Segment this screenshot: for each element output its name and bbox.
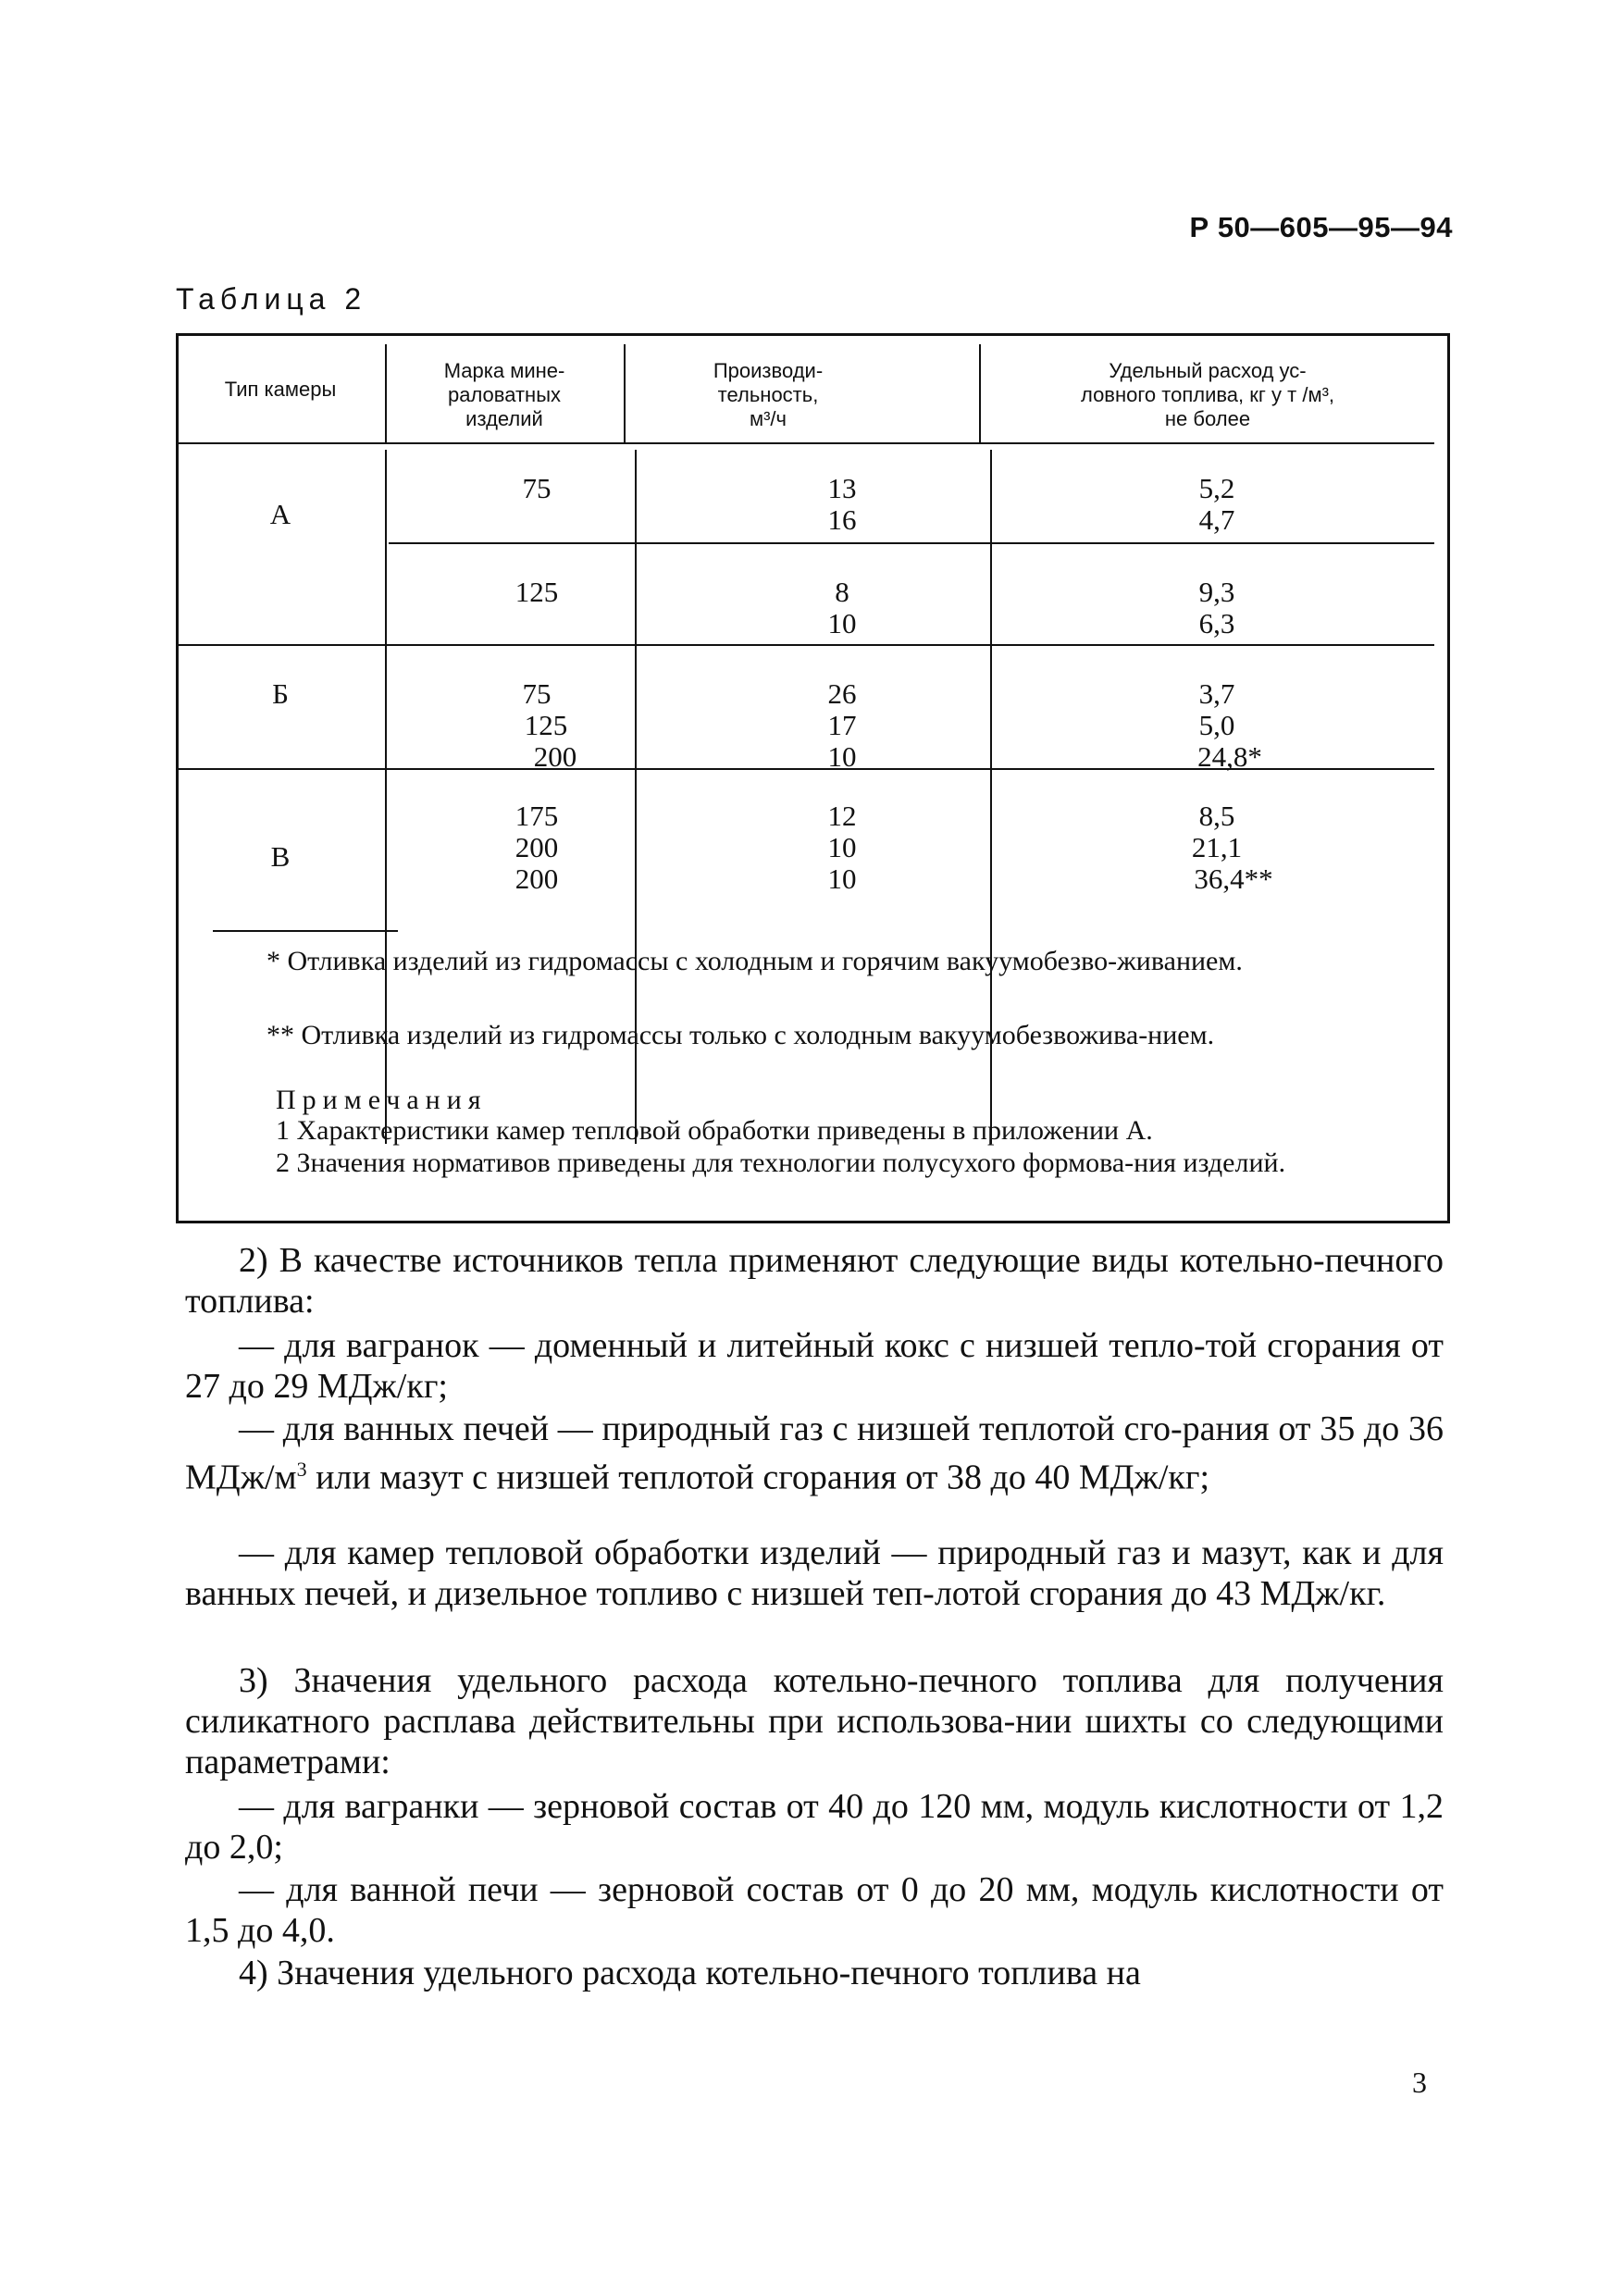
cell-perf: 13 (827, 472, 857, 504)
row-divider (176, 644, 1434, 646)
cell-type-a: А (269, 498, 291, 530)
cell-perf: 8 (835, 576, 849, 608)
table-border-top (176, 333, 1450, 336)
cell-fuel: 6,3 (1198, 607, 1235, 639)
paragraph-cupola: — для вагранки — зерновой состав от 40 до 120 мм, модуль кислотности от 1,2 до 2,0; (185, 1787, 1444, 1867)
cell-fuel: 4,7 (1198, 503, 1235, 536)
cell-fuel: 21,1 (1191, 831, 1243, 863)
header-performance: Производи- тельность, м³/ч (713, 359, 824, 430)
cell-fuel: 9,3 (1198, 576, 1235, 608)
cell-brand: 75 (522, 472, 552, 504)
notes-title: Примечания (276, 1085, 488, 1115)
paragraph-3: 3) Значения удельного расхода котельно-печного топлива для получения силикатного расплава действительны при использова-нии шихты со следующими параметрами: (185, 1661, 1444, 1781)
paragraph-gas: — для ванных печей — природный газ с низшей теплотой сго-рания от 35 до 36 МДж/$м^3$ или мазут с низшей теплотой сгорания от 38 до 40 МДж/кг; (185, 1409, 1444, 1497)
cell-perf: 10 (827, 863, 857, 895)
cell-fuel: 5,0 (1198, 709, 1235, 741)
row-divider (389, 542, 1434, 544)
doc-code: Р 50—605—95—94 (1189, 211, 1453, 243)
cell-brand: 200 (533, 740, 577, 773)
table-border-right (1447, 333, 1450, 1223)
superscript-3: 3 (296, 1458, 307, 1481)
cell-perf: 26 (827, 677, 857, 710)
cell-fuel: 8,5 (1198, 800, 1235, 832)
cell-brand: 125 (514, 576, 559, 608)
cell-perf: 10 (827, 607, 857, 639)
cell-brand: 175 (514, 800, 559, 832)
cell-perf: 16 (827, 503, 857, 536)
note-2: 2 Значения нормативов приведены для технологии полусухого формова-ния изделий. (276, 1148, 1286, 1178)
cell-fuel: 5,2 (1198, 472, 1235, 504)
footnote-2: ** Отливка изделий из гидромассы только с холодным вакуумобезвожива-нием. (267, 1020, 1215, 1050)
paragraph-4: 4) Значения удельного расхода котельно-печного топлива на (239, 1954, 1141, 1992)
header-divider (624, 344, 626, 444)
cell-perf: 10 (827, 831, 857, 863)
cell-type-b: Б (272, 677, 289, 710)
table-caption: Таблица 2 (176, 282, 367, 316)
header-fuel: Удельный расход ус- ловного топлива, кг у т /м³, не более (1080, 359, 1335, 430)
cell-brand: 125 (524, 709, 568, 741)
paragraph-2: 2) В качестве источников тепла применяют следующие виды котельно-печного топлива: (185, 1241, 1444, 1321)
cell-perf: 12 (827, 800, 857, 832)
cell-fuel: 3,7 (1198, 677, 1235, 710)
paragraph-chambers: — для камер тепловой обработки изделий — природный газ и мазут, как и для ванных печей, и дизельное топливо с низшей теп-лотой сгорания до 43 МДж/кг. (185, 1533, 1444, 1613)
cell-type-v: В (270, 840, 291, 873)
cell-perf: 10 (827, 740, 857, 773)
footnote-rule (213, 930, 398, 932)
note-1: 1 Характеристики камер тепловой обработки приведены в приложении А. (276, 1115, 1153, 1146)
paragraph-coke: — для вагранок — доменный и литейный кокс с низшей тепло-той сгорания от 27 до 29 МДж/кг; (185, 1326, 1444, 1406)
header-rule (176, 442, 1434, 444)
cell-perf: 17 (827, 709, 857, 741)
cell-brand: 200 (514, 863, 559, 895)
cell-brand: 200 (514, 831, 559, 863)
table-border-left (176, 333, 179, 1223)
header-type: Тип камеры (224, 378, 337, 401)
paragraph-bath: — для ванной печи — зерновой состав от 0 до 20 мм, модуль кислотности от 1,5 до 4,0. (185, 1870, 1444, 1950)
cell-fuel: 24,8* (1197, 740, 1262, 773)
cell-brand: 75 (522, 677, 552, 710)
page-number: 3 (1412, 2066, 1427, 2099)
table-border-bottom (176, 1221, 1450, 1223)
header-brand: Марка мине- раловатных изделий (443, 359, 565, 430)
footnote-1: * Отливка изделий из гидромассы с холодным и горячим вакуумобезво-живанием. (267, 946, 1243, 976)
cell-fuel: 36,4** (1194, 863, 1273, 895)
